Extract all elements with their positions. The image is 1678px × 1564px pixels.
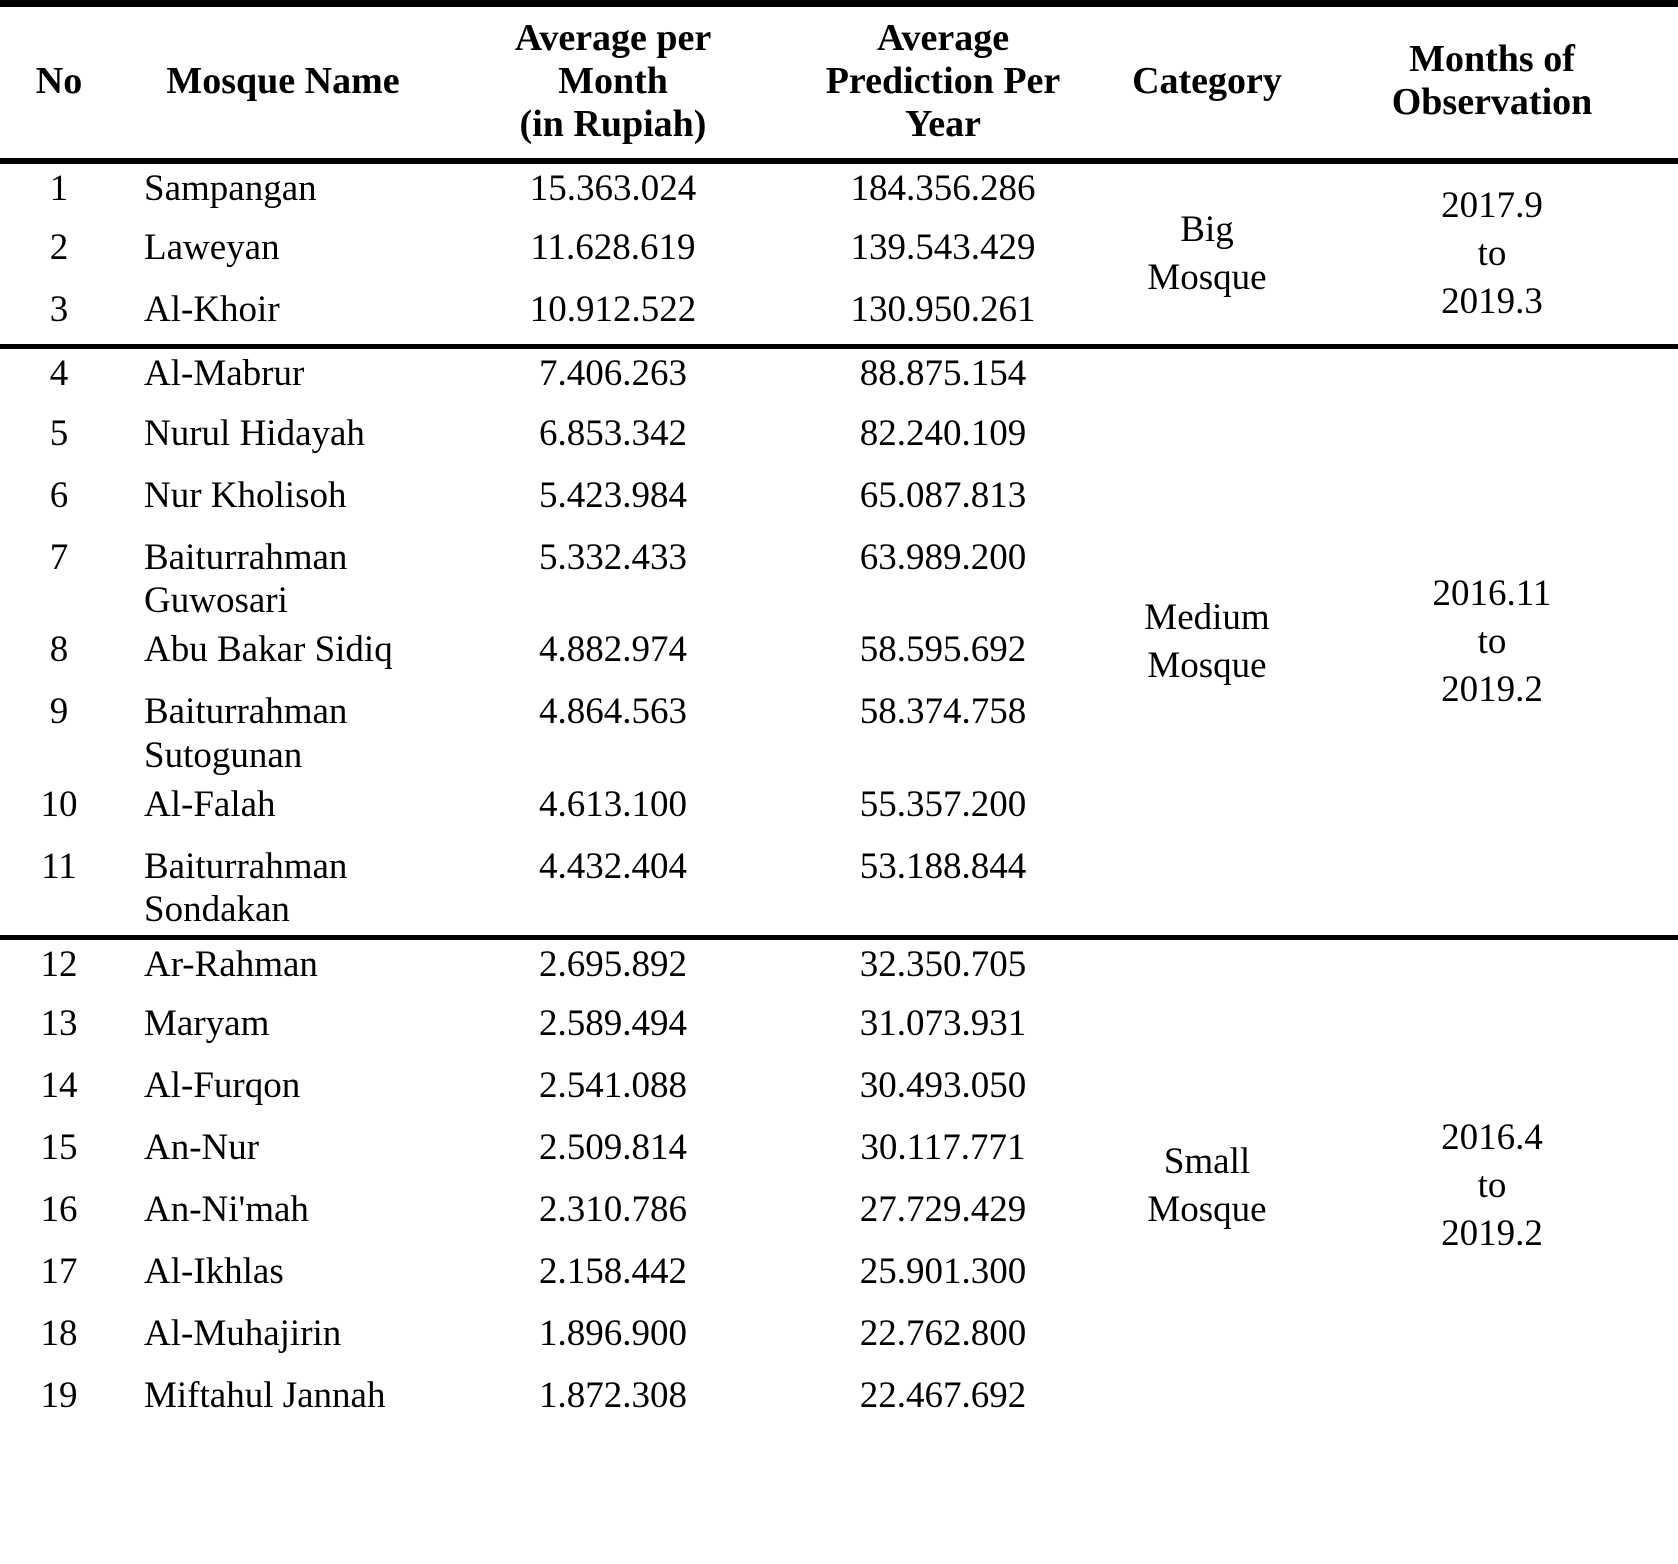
cell-average-per-month: 4.882.974: [539, 629, 687, 671]
mosque-name-line: Al-Muhajirin: [144, 1313, 342, 1354]
cell-average-per-month: 7.406.263: [539, 353, 687, 395]
header-row: [0, 4, 1678, 161]
cell-average-prediction-per-year: 55.357.200: [859, 783, 1027, 825]
cell-row-number: 1: [49, 167, 69, 209]
cell-row-number: 14: [40, 1065, 78, 1106]
cell-row-number: 4: [49, 353, 69, 395]
column-header-no: [0, 4, 118, 161]
column-header-mosque-name: [118, 4, 448, 161]
cell-average-prediction-per-year: 31.073.931: [859, 1003, 1027, 1044]
column-header-line: Observation: [1391, 81, 1593, 124]
column-header-line: Months of: [1409, 38, 1575, 81]
column-header-line: No: [35, 59, 83, 102]
cell-mosque-name: [118, 842, 448, 937]
category-line: Small: [1163, 1141, 1251, 1183]
cell-row-number: 12: [40, 943, 78, 985]
mosque-name-line: Laweyan: [144, 226, 280, 268]
cell-average-prediction-per-year: 130.950.261: [850, 288, 1036, 330]
cell-average-per-month: 11.628.619: [530, 226, 696, 268]
column-header-average-per-month: [448, 4, 778, 161]
column-header-months-of-observation: [1306, 4, 1678, 161]
cell-mosque-name: [118, 1185, 448, 1247]
cell-average-per-month: 2.310.786: [539, 1189, 687, 1230]
months-line: 2019.2: [1441, 668, 1543, 710]
cell-average-per-month: 5.332.433: [539, 536, 687, 578]
cell-average-per-month: 4.613.100: [539, 783, 687, 825]
cell-row-number: 13: [40, 1003, 78, 1044]
cell-average-prediction-per-year: 32.350.705: [859, 943, 1027, 985]
cell-average-prediction-per-year: 65.087.813: [859, 474, 1027, 516]
cell-average-per-month: 10.912.522: [529, 288, 697, 330]
column-header-line: Month: [558, 59, 668, 102]
mosque-name-line: Al-Mabrur: [144, 353, 305, 395]
cell-mosque-name: [118, 533, 448, 626]
cell-row-number: 9: [49, 691, 69, 733]
table-body: [0, 161, 1678, 1433]
column-header-line: Average: [876, 17, 1010, 59]
months-line: 2019.3: [1441, 281, 1543, 323]
cell-average-prediction-per-year: 58.374.758: [859, 691, 1027, 733]
months-line: to: [1477, 620, 1507, 662]
cell-row-number: 8: [49, 629, 69, 671]
category-line: Mosque: [1147, 257, 1267, 299]
category-line: Big: [1180, 208, 1234, 250]
cell-mosque-name: [118, 999, 448, 1061]
column-header-line: Year: [905, 102, 981, 145]
column-header-line: Category: [1132, 59, 1282, 102]
cell-mosque-name: [118, 780, 448, 842]
cell-average-prediction-per-year: 139.543.429: [850, 226, 1036, 268]
cell-mosque-name: [118, 471, 448, 533]
column-header-line: Mosque Name: [166, 59, 400, 102]
cell-mosque-name: [118, 1061, 448, 1123]
mosque-name-line: Nurul Hidayah: [144, 412, 365, 454]
cell-average-per-month: 2.158.442: [539, 1251, 687, 1292]
cell-row-number: 11: [41, 845, 77, 887]
cell-row-number: 5: [49, 412, 69, 454]
mosque-name-line: Al-Furqon: [144, 1065, 301, 1106]
cell-average-per-month: 4.432.404: [539, 845, 687, 887]
mosque-name-line: Sondakan: [144, 889, 290, 931]
cell-row-number: 15: [40, 1127, 78, 1168]
cell-row-number: 18: [40, 1313, 78, 1354]
cell-average-prediction-per-year: 58.595.692: [859, 629, 1027, 671]
mosque-name-line: Nur Kholisoh: [144, 474, 347, 516]
cell-average-per-month: 6.853.342: [539, 412, 687, 454]
cell-category: [1108, 347, 1306, 937]
cell-mosque-name: [118, 937, 448, 999]
cell-mosque-name: [118, 625, 448, 687]
mosque-name-line: Al-Ikhlas: [144, 1251, 284, 1292]
cell-average-prediction-per-year: 63.989.200: [859, 536, 1027, 578]
cell-row-number: 19: [40, 1375, 78, 1416]
mosque-name-line: Sampangan: [144, 167, 317, 209]
mosque-name-line: An-Ni'mah: [144, 1189, 309, 1230]
cell-average-prediction-per-year: 27.729.429: [859, 1189, 1027, 1230]
mosque-name-line: Miftahul Jannah: [144, 1375, 386, 1416]
table-row: [0, 347, 1678, 409]
cell-months-of-observation: [1306, 161, 1678, 347]
cell-average-per-month: 1.896.900: [539, 1313, 687, 1354]
cell-row-number: 6: [49, 474, 69, 516]
cell-average-per-month: 1.872.308: [539, 1375, 687, 1416]
cell-category: [1108, 161, 1306, 347]
months-line: 2016.4: [1441, 1117, 1543, 1159]
cell-average-prediction-per-year: 22.467.692: [859, 1375, 1027, 1416]
cell-row-number: 2: [49, 226, 69, 268]
mosque-name-line: Sutogunan: [144, 734, 303, 776]
category-line: Medium: [1144, 596, 1270, 638]
column-header-line: Prediction Per: [825, 59, 1061, 102]
mosque-name-line: Maryam: [144, 1003, 270, 1044]
cell-average-prediction-per-year: 184.356.286: [850, 167, 1036, 209]
table-row: [0, 937, 1678, 999]
mosque-name-line: An-Nur: [144, 1127, 260, 1168]
mosque-name-line: Baiturrahman: [144, 536, 348, 578]
cell-average-prediction-per-year: 30.493.050: [859, 1065, 1027, 1106]
cell-average-per-month: 2.541.088: [539, 1065, 687, 1106]
cell-average-prediction-per-year: 82.240.109: [859, 412, 1027, 454]
cell-average-per-month: 4.864.563: [539, 691, 687, 733]
cell-months-of-observation: [1306, 937, 1678, 1433]
column-header-line: Average per: [514, 17, 712, 59]
cell-average-prediction-per-year: 30.117.771: [860, 1127, 1026, 1168]
cell-average-prediction-per-year: 53.188.844: [859, 845, 1027, 887]
mosque-name-line: Abu Bakar Sidiq: [144, 629, 393, 671]
months-line: 2019.2: [1441, 1213, 1543, 1255]
cell-row-number: 17: [40, 1251, 78, 1292]
category-line: Mosque: [1147, 644, 1267, 686]
cell-average-per-month: 2.509.814: [539, 1127, 687, 1168]
cell-months-of-observation: [1306, 347, 1678, 937]
cell-mosque-name: [118, 1371, 448, 1433]
cell-mosque-name: [118, 687, 448, 780]
mosque-name-line: Al-Falah: [144, 783, 276, 825]
cell-average-prediction-per-year: 88.875.154: [859, 353, 1027, 395]
mosque-name-line: Baiturrahman: [144, 845, 348, 887]
mosque-name-line: Ar-Rahman: [144, 943, 318, 985]
cell-mosque-name: [118, 223, 448, 285]
cell-average-per-month: 5.423.984: [539, 474, 687, 516]
cell-average-per-month: 15.363.024: [529, 167, 697, 209]
cell-mosque-name: [118, 409, 448, 471]
months-line: to: [1477, 1165, 1507, 1207]
cell-row-number: 7: [49, 536, 69, 578]
column-header-line: (in Rupiah): [519, 102, 707, 145]
cell-average-prediction-per-year: 22.762.800: [859, 1313, 1027, 1354]
cell-mosque-name: [118, 1123, 448, 1185]
cell-average-per-month: 2.695.892: [539, 943, 687, 985]
cell-average-prediction-per-year: 25.901.300: [859, 1251, 1027, 1292]
months-line: 2016.11: [1432, 572, 1552, 614]
cell-mosque-name: [118, 285, 448, 347]
months-line: 2017.9: [1441, 184, 1543, 226]
mosque-name-line: Al-Khoir: [144, 288, 280, 330]
cell-category: [1108, 937, 1306, 1433]
table-row: [0, 161, 1678, 223]
column-header-average-prediction-per-year: [778, 4, 1108, 161]
cell-row-number: 3: [49, 288, 69, 330]
months-line: to: [1477, 233, 1507, 275]
cell-mosque-name: [118, 1247, 448, 1309]
cell-mosque-name: [118, 347, 448, 409]
table-header: [0, 4, 1678, 161]
cell-row-number: 16: [40, 1189, 78, 1230]
mosque-name-line: Guwosari: [144, 580, 288, 622]
cell-mosque-name: [118, 161, 448, 223]
cell-row-number: 10: [40, 783, 78, 825]
column-header-category: [1108, 4, 1306, 161]
cell-mosque-name: [118, 1309, 448, 1371]
category-line: Mosque: [1147, 1189, 1267, 1231]
mosque-name-line: Baiturrahman: [144, 691, 348, 733]
cell-average-per-month: 2.589.494: [539, 1003, 687, 1044]
